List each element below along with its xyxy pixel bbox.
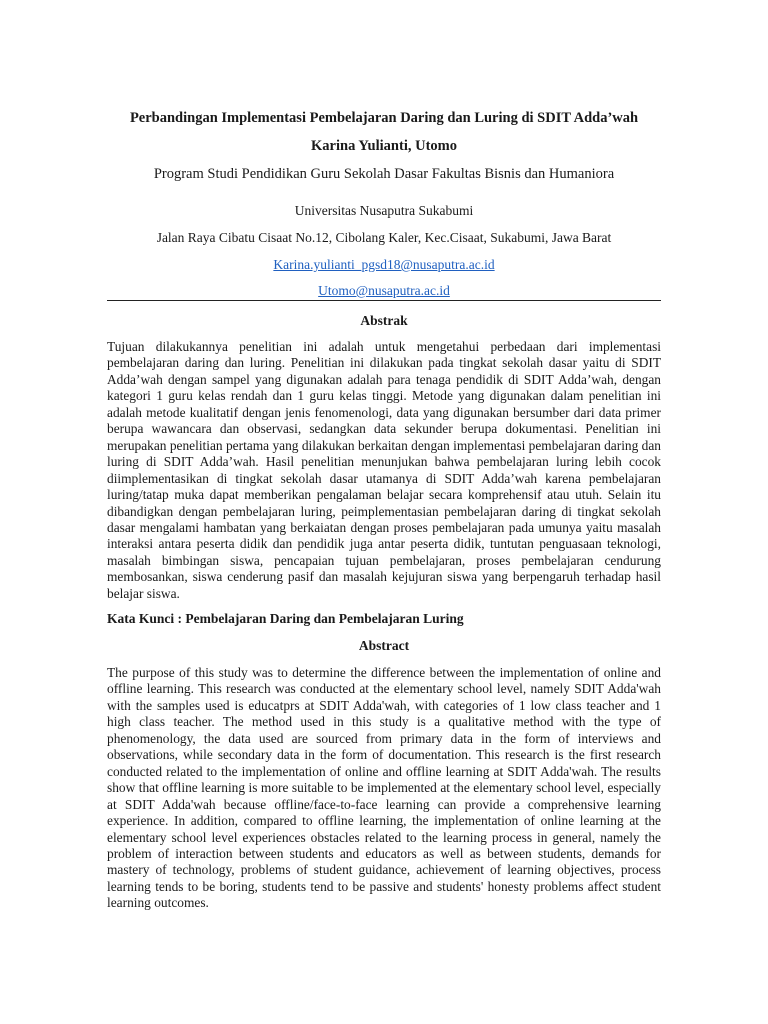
author-email-1-link[interactable]: Karina.yulianti_pgsd18@nusaputra.ac.id [273, 257, 495, 272]
paper-title: Perbandingan Implementasi Pembelajaran Daring dan Luring di SDIT Adda’wah [129, 110, 639, 126]
author-email-2-link[interactable]: Utomo@nusaputra.ac.id [318, 283, 450, 298]
keywords-line: Kata Kunci : Pembelajaran Daring dan Pembelajaran Luring [107, 611, 464, 626]
abstract-text: The purpose of this study was to determine the difference between the implementation of online and offline learning. This research was conducted at the elementary school level, namely SDIT Adda'wah with the samples used is educatprs at SDIT Adda'wah, with categories of 1 low class teacher and 1 high class teacher. The method used in this study is a qualitative method with the type of phenomenology, the data used are sourced from primary data in the form of interviews and observations, while secondary data in the form of documentation. This research is the first research conducted related to the implementation of online and offline learning at SDIT Adda'wah. The results show that offline learning is more suitable to be implemented at the elementary school level, especially at SDIT Adda'wah because offline/face-to-face learning can provide a comprehensive learning experience. In addition, compared to offline learning, the implementation of online learning at the elementary school level experiences obstacles related to the learning process in general, namely the problem of interaction between students and educators as well as between students, demands for mastery of technology, problems of student guidance, achievement of learning objectives, process learning tends to be boring, students tend to be passive and students' honesty problems affect student learning outcomes. [107, 665, 661, 911]
university-address: Jalan Raya Cibatu Cisaat No.12, Cibolang Kaler, Kec.Cisaat, Sukabumi, Jawa Barat [156, 230, 612, 245]
paper-authors: Karina Yulianti, Utomo [311, 138, 457, 154]
abstract-heading: Abstract [358, 638, 410, 653]
header-divider [107, 300, 661, 301]
abstrak-text: Tujuan dilakukannya penelitian ini adalah untuk mengetahui perbedaan dari implementasi pembelajaran daring dan luring. Penelitian ini dilakukan pada tingkat sekolah dasar yaitu di SDIT Adda’wah dengan sampel yang digunakan adalah para tenaga pendidik di SDIT Adda’wah, dengan kategori 1 guru kelas rendah dan 1 guru kelas tinggi. Metode yang digunakan dalam penelitian ini adalah metode kualitatif dengan jenis fenomenologi, data yang digunakan bersumber dari data primer berupa wawancara dan observasi, sedangkan data sekunder berupa dokumentasi. Penelitian ini merupakan penelitian pertama yang dilakukan berkaitan dengan implementasi pembelajaran daring dan luring di SDIT Adda’wah. Hasil penelitian menunjukan bahwa pembelajaran luring lebih cocok diimplementasikan di tingkat sekolah dasar utamanya di SDIT Adda’wah karena pembelajaran luring/tatap muka dapat memberikan pengalaman belajar secara komprehensif atau utuh. Selain itu dibandigkan dengan pembelajaran luring, peimplementasian pembelajaran daring di tingkat sekolah dasar mengalami hambatan yang berkaiatan dengan proses pembelajaran pada umunya yaitu masalah interaksi antara peserta didik dan pendidik juga antar peserta didik, tuntutan penguasaan teknologi, masalah bimbingan siswa, pencapaian tujuan pembelajaran, proses pembelajaran cendurung membosankan, siswa cenderung pasif dan masalah kejujuran siswa yang berpengaruh terhadap hasil belajar siswa. [107, 339, 662, 601]
university-name: Universitas Nusaputra Sukabumi [294, 203, 474, 218]
author-email-2-row [107, 283, 661, 299]
abstrak-heading: Abstrak [360, 313, 408, 328]
author-email-1-row [107, 257, 661, 273]
study-program: Program Studi Pendidikan Guru Sekolah Dasar Fakultas Bisnis dan Humaniora [153, 166, 615, 182]
